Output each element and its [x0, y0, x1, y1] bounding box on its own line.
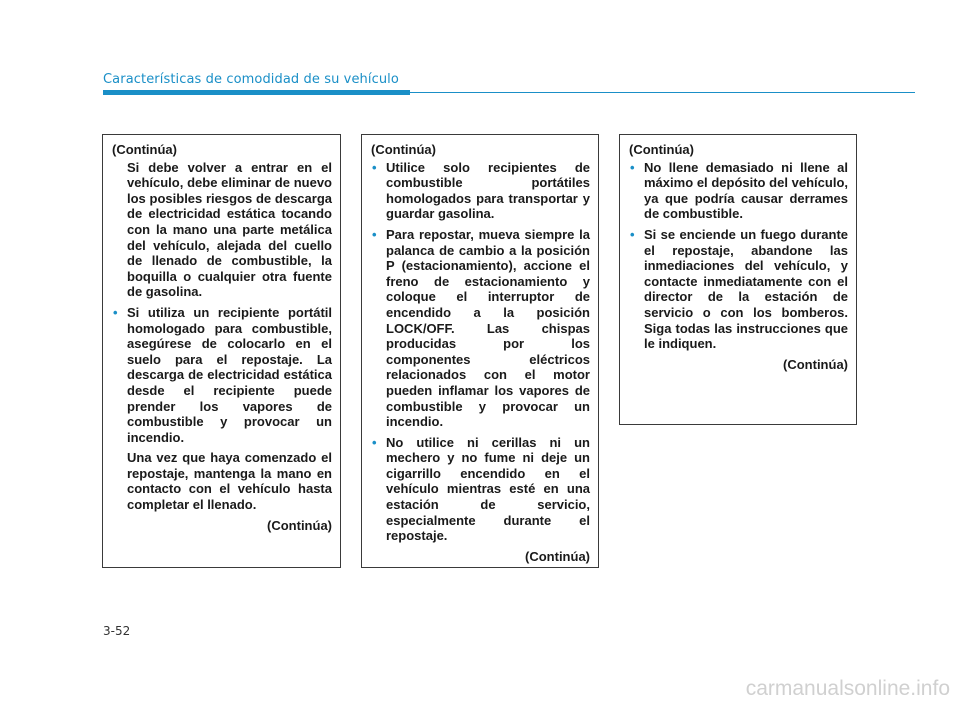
bullet-item [370, 435, 590, 544]
continued-label-top: (Continúa) [112, 142, 177, 157]
paragraph: Si debe volver a entrar en el vehículo, debe eliminar de nuevo los posibles riesgos de descarga de electricidad estática tocando con la mano una parte metálica del vehículo, alejada del cuello de llenado de combustible, la boquilla o cualquier otra fuente de gasolina. [127, 159, 332, 300]
bullet-icon: • [113, 304, 118, 320]
bullet-icon: • [372, 226, 377, 242]
bullet-icon: • [372, 159, 377, 175]
bullet-text: No utilice ni cerillas ni un mechero y no fume ni deje un cigarrillo encendido en el vehículo mientras esté en una estación de servicio, especialmente durante el repostaje. [386, 434, 590, 544]
bullet-text: Para repostar, mueva siempre la palanca de cambio a la posición P (estacionamiento), accione el freno de estacionamiento y coloque el interruptor de encendido a la posición LOCK/OFF. Las chispas producidas por los componentes eléctricos relacionados con el motor pueden inflamar los vapores de combustible y provocar un incendio. [386, 226, 590, 430]
bullet-icon: • [372, 434, 377, 450]
continued-label-top: (Continúa) [629, 142, 694, 157]
bullet-text: Si se enciende un fuego durante el repostaje, abandone las inmediaciones del vehículo, y contacte inmediatamente con el director de la estación de servicio o con los bomberos. Siga todas las instrucciones que le indiquen. [644, 226, 848, 352]
paragraph: Una vez que haya comenzado el repostaje, mantenga la mano en contacto con el vehículo hasta completar el llenado. [127, 450, 332, 513]
bullet-text: Si utiliza un recipiente portátil homologado para combustible, asegúrese de colocarlo en el suelo para el repostaje. La descarga de electricidad estática desde el recipiente puede prender los vapores de combustible y provocar un incendio. [127, 304, 332, 445]
bullet-icon: • [630, 159, 635, 175]
bullet-icon: • [630, 226, 635, 242]
bullet-item [111, 305, 332, 445]
section-title: Características de comodidad de su vehículo [103, 72, 399, 87]
continued-label-top: (Continúa) [371, 142, 436, 157]
page-number: 3-52 [103, 624, 131, 638]
continued-label-bottom: (Continúa) [783, 356, 848, 372]
bullet-item [628, 227, 848, 352]
bullet-item [370, 227, 590, 430]
bullet-item [628, 160, 848, 222]
warning-box-2 [361, 134, 599, 568]
header-rule-thin [410, 92, 915, 93]
warning-box-3 [619, 134, 857, 425]
warning-box-1 [102, 134, 341, 568]
continued-label-bottom: (Continúa) [267, 517, 332, 533]
continued-label-bottom: (Continúa) [525, 548, 590, 564]
bullet-item [370, 160, 590, 222]
bullet-text: No llene demasiado ni llene al máximo el depósito del vehículo, ya que podría causar derrames de combustible. [644, 159, 848, 222]
watermark: carmanualsonline.info [745, 677, 950, 700]
bullet-text: Utilice solo recipientes de combustible portátiles homologados para transportar y guardar gasolina. [386, 159, 590, 222]
header-rule-thick [103, 90, 410, 95]
